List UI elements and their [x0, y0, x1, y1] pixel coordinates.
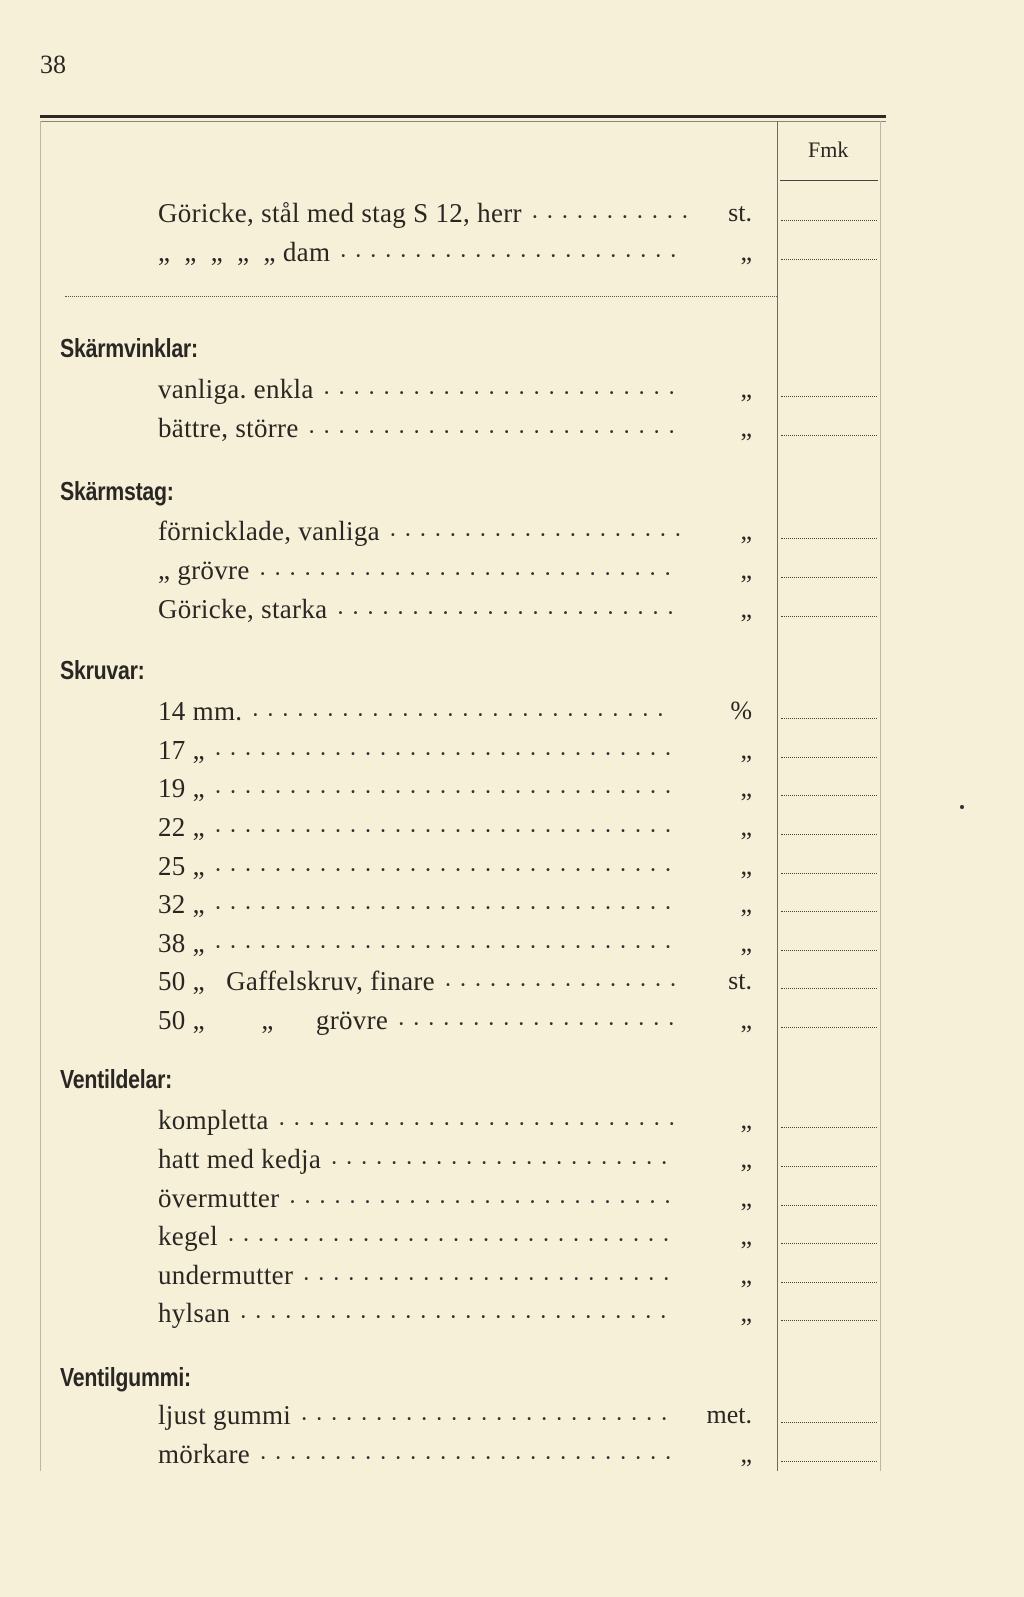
price-blank	[781, 396, 877, 397]
price-list-row	[0, 1183, 1024, 1217]
item-unit: „	[740, 1298, 752, 1327]
item-label: Göricke, starka	[158, 594, 328, 624]
item-unit: „	[740, 928, 752, 957]
leader-dots: ............................	[259, 555, 680, 581]
price-blank	[781, 577, 877, 578]
leader-dots: .......................	[331, 1144, 677, 1170]
item-unit: „	[740, 1260, 752, 1289]
leader-dots: .........................	[301, 1400, 677, 1426]
item-unit: „	[740, 1439, 752, 1468]
item-unit: „	[740, 516, 752, 545]
price-list-row	[0, 1400, 1024, 1434]
item-unit: „	[740, 889, 752, 918]
item-label: 25 „	[158, 851, 205, 881]
price-header-rule	[780, 180, 878, 181]
top-rule-thin	[40, 121, 886, 122]
page-number: 38	[40, 50, 66, 79]
item-unit: „	[740, 735, 752, 764]
item-unit: „	[740, 1183, 752, 1212]
leader-dots: .........................	[303, 1260, 679, 1286]
price-blank	[781, 616, 877, 617]
price-blank	[781, 834, 877, 835]
price-blank	[781, 1166, 877, 1167]
price-list-row	[0, 237, 1024, 271]
section-heading: Ventildelar:	[60, 1064, 172, 1094]
item-label: kegel	[158, 1221, 218, 1251]
leader-dots: .............................	[240, 1298, 676, 1324]
item-label: 14 mm.	[158, 696, 243, 726]
price-list-row	[0, 773, 1024, 807]
price-list-row	[0, 966, 1024, 1000]
item-label: hatt med kedja	[158, 1144, 322, 1174]
item-label: mörkare	[158, 1439, 251, 1469]
price-list-row	[0, 696, 1024, 730]
top-rule	[40, 115, 886, 118]
item-label: vanliga. enkla	[158, 374, 314, 404]
leader-dots: ...............................	[214, 928, 680, 954]
item-unit: „	[740, 851, 752, 880]
price-list-row	[0, 928, 1024, 962]
price-blank	[781, 1320, 877, 1321]
item-unit: „	[740, 1105, 752, 1134]
price-blank	[781, 757, 877, 758]
price-blank	[781, 1205, 877, 1206]
leader-dots: ...............................	[214, 889, 680, 915]
leader-dots: ...............................	[214, 812, 680, 838]
item-label: undermutter	[158, 1260, 294, 1290]
item-unit: „	[740, 594, 752, 623]
price-list-row	[0, 1439, 1024, 1473]
item-label: 50 „ Gaffelskruv, finare	[158, 966, 435, 996]
item-label: „ grövre	[158, 555, 250, 585]
price-blank	[781, 795, 877, 796]
item-label: 22 „	[158, 812, 205, 842]
price-list-row	[0, 1260, 1024, 1294]
price-blank	[781, 538, 877, 539]
price-list-row	[0, 413, 1024, 447]
leader-dots: ............................	[260, 1439, 681, 1465]
leader-dots: ............................	[252, 696, 673, 722]
price-blank	[781, 1422, 877, 1423]
price-list-row	[0, 1298, 1024, 1332]
price-list-row	[0, 1105, 1024, 1139]
price-blank	[781, 259, 877, 260]
item-label: ljust gummi	[158, 1400, 292, 1430]
price-list-row	[0, 851, 1024, 885]
price-list-row	[0, 594, 1024, 628]
item-unit: %	[730, 696, 752, 725]
item-label: hylsan	[158, 1298, 231, 1328]
item-unit: „	[740, 374, 752, 403]
item-unit: st.	[728, 966, 752, 995]
item-unit: „	[740, 773, 752, 802]
leader-dots: ...............................	[214, 851, 680, 877]
price-list-row	[0, 1144, 1024, 1178]
price-blank	[781, 873, 877, 874]
leader-dots: ...........................	[278, 1105, 684, 1131]
item-unit: „	[740, 812, 752, 841]
leader-dots: ...............................	[214, 735, 680, 761]
price-list-row	[0, 1005, 1024, 1039]
item-unit: „	[740, 413, 752, 442]
leader-dots: ................	[444, 966, 685, 992]
leader-dots: .........................	[308, 413, 684, 439]
item-label: „ „ „ „ „ dam	[158, 237, 331, 267]
price-blank	[781, 220, 877, 221]
item-label: 38 „	[158, 928, 205, 958]
section-separator	[65, 296, 777, 297]
price-blank	[781, 950, 877, 951]
section-heading: Ventilgummi:	[60, 1362, 191, 1392]
price-column-header: Fmk	[808, 137, 849, 162]
item-unit: st.	[728, 198, 752, 227]
price-blank	[781, 1461, 877, 1462]
item-label: bättre, större	[158, 413, 299, 443]
section-heading: Skärmstag:	[60, 476, 174, 506]
item-unit: „	[740, 237, 752, 266]
price-blank	[781, 1243, 877, 1244]
leader-dots: .......................	[337, 594, 683, 620]
item-label: övermutter	[158, 1183, 280, 1213]
price-blank	[781, 435, 877, 436]
price-list-row	[0, 374, 1024, 408]
price-blank	[781, 911, 877, 912]
leader-dots: ..........................	[289, 1183, 680, 1209]
leader-dots: ...........	[531, 198, 697, 224]
item-label: 17 „	[158, 735, 205, 765]
price-blank	[781, 1127, 877, 1128]
price-list-row	[0, 735, 1024, 769]
leader-dots: ...............................	[214, 773, 680, 799]
item-label: 19 „	[158, 773, 205, 803]
item-unit: „	[740, 1221, 752, 1250]
price-list-row	[0, 516, 1024, 550]
leader-dots: ...................	[398, 1005, 684, 1031]
item-unit: „	[740, 1005, 752, 1034]
item-unit: „	[740, 555, 752, 584]
item-label: 32 „	[158, 889, 205, 919]
section-heading: Skärmvinklar:	[60, 333, 198, 363]
price-list-row	[0, 812, 1024, 846]
price-list-row	[0, 1221, 1024, 1255]
price-list-row	[0, 198, 1024, 232]
leader-dots: ....................	[389, 516, 690, 542]
price-list-row	[0, 889, 1024, 923]
price-blank	[781, 718, 877, 719]
item-label: 50 „ „ grövre	[158, 1005, 389, 1035]
leader-dots: ..............................	[227, 1221, 678, 1247]
price-blank	[781, 1282, 877, 1283]
item-unit: met.	[706, 1400, 752, 1429]
price-blank	[781, 988, 877, 989]
leader-dots: ........................	[323, 374, 684, 400]
price-list-row	[0, 555, 1024, 589]
item-unit: „	[740, 1144, 752, 1173]
leader-dots: .......................	[340, 237, 686, 263]
item-label: förnicklade, vanliga	[158, 516, 380, 546]
section-heading: Skruvar:	[60, 655, 145, 685]
item-label: Göricke, stål med stag S 12, herr	[158, 198, 522, 228]
price-blank	[781, 1027, 877, 1028]
item-label: kompletta	[158, 1105, 269, 1135]
